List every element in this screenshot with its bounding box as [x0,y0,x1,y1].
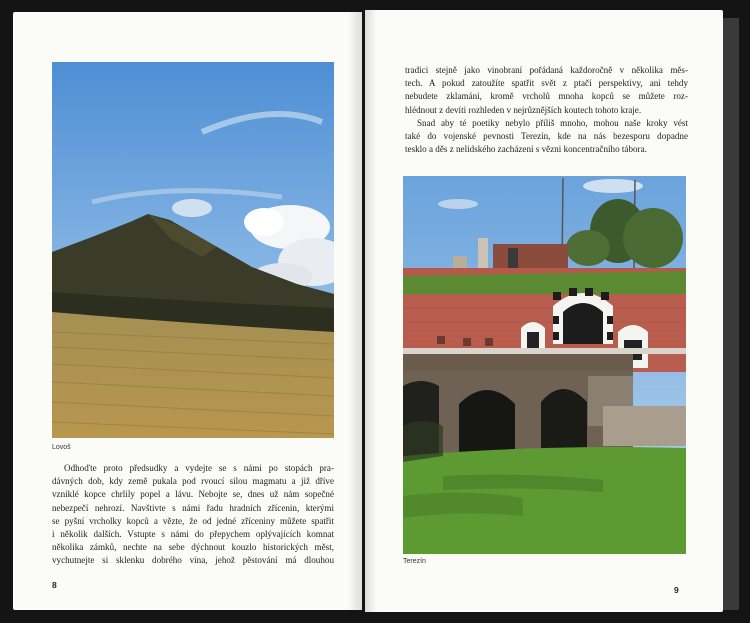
text-line: také do vojenské pevnosti Terezín, kde na nás bezesporu dopadne [405,131,688,142]
text-line: Odhoďte proto předsudky a vydejte se s námi po stopách pra- [64,463,334,473]
right-body-text-2 [405,117,688,157]
left-body-text [52,462,334,568]
terezin-fortress-illustration [403,176,686,554]
right-body-text-1 [405,64,688,117]
lovos-hill-illustration [52,62,334,438]
page-number-left: 8 [52,580,57,590]
text-line: nebudete zklamáni, kromě vrcholů mnoha kopců se můžete roz- [405,91,688,102]
text-line: vzniklé kopce chrlily popel a lávu. Nebojte se, dnes už nám sopečné [52,489,334,500]
text-line: několika zámků, nechte na sebe dýchnout kouzlo historických měst, [52,542,334,553]
text-line: se pyšní vrcholky kopců a vězte, že od jedné zříceniny můžete spatřit [52,515,334,526]
page-edge [723,18,739,610]
text-line: tesklo a děs z nelidského zacházení s vězni koncentračního tábora. [405,144,647,155]
text-line: tradici stejně jako vinobraní pořádaná každoročně v několika měs- [405,65,688,75]
terezin-caption: Terezín [403,558,426,565]
right-page [365,10,723,612]
left-page [13,12,362,610]
gutter-shadow [365,10,377,612]
page-number-right: 9 [674,585,679,595]
text-line: hlédnout z devíti rozhleden v nejrůznějších koutech tohoto kraje. [405,104,642,115]
lovos-caption: Lovoš [52,444,71,451]
text-line: i několik dalších. Vstupte s námi do přepychem oplývajících komnat [52,529,334,540]
text-line: tech. A pokud zatoužíte spatřit svět z ptačí perspektivy, ani tehdy [405,78,688,89]
text-line: vychutnejte si sklenku dobrého vína, jehož pěstování má dlouhou [52,555,334,566]
text-line: dávných dob, kdy země pukala pod rvoucí silou magmatu a již dříve [52,476,334,487]
terezin-photo [403,176,686,554]
text-line: Snad aby té poetiky nebylo příliš mnoho, mohou naše kroky vést [417,118,688,128]
gutter-shadow [348,12,362,610]
text-line: nebezpečí nehrozí. Navštivte s námi řadu hradních zřícenin, kterými [52,502,334,513]
lovos-photo [52,62,334,438]
